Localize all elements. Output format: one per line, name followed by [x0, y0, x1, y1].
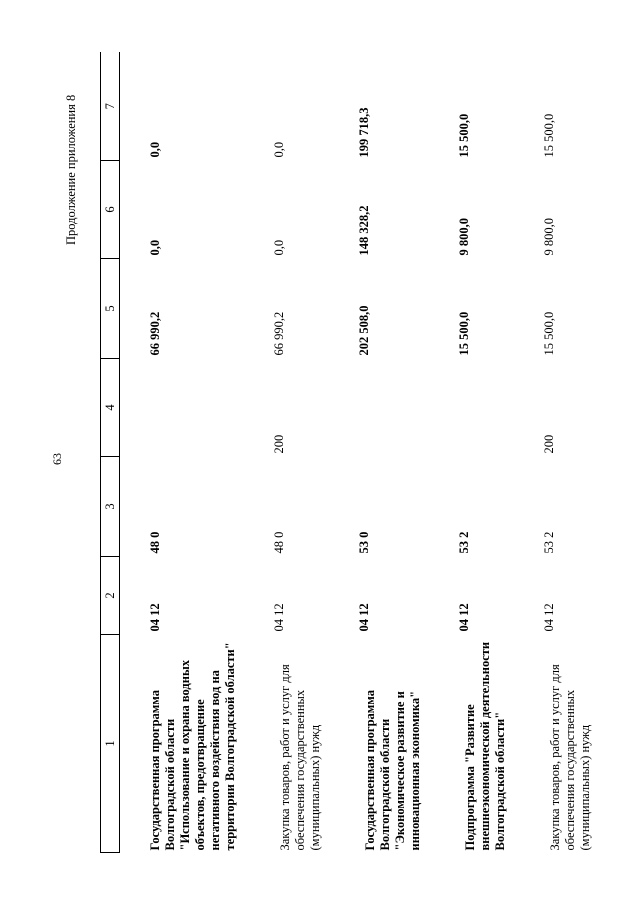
row-name: Государственная программа Волгоградской области "Экономическое развитие и инновационная экономика" — [363, 690, 422, 851]
row-section-code: 04 12 — [148, 603, 162, 632]
column-header: 6 — [101, 161, 120, 259]
row-value-7: 0,0 — [148, 141, 162, 158]
table-row — [433, 53, 518, 853]
row-expense-type: 200 — [542, 434, 556, 454]
row-expense-type — [120, 359, 249, 457]
row-value-7: 0,0 — [272, 141, 286, 158]
row-value-5: 202 508,0 — [357, 305, 371, 356]
row-value-7: 199 718,3 — [357, 107, 371, 158]
column-header: 1 — [101, 635, 120, 853]
column-header: 5 — [101, 259, 120, 359]
row-value-6: 9 800,0 — [457, 218, 471, 256]
row-section-code: 04 12 — [457, 603, 471, 632]
column-header: 7 — [101, 53, 120, 161]
row-program-code: 48 0 — [272, 531, 286, 554]
row-name: Государственная программа Волгоградской области "Использование и охрана водных объектов, предотвращение негативного воздействия вод на территории Волгоградской области" — [148, 642, 237, 851]
row-expense-type — [433, 359, 518, 457]
row-expense-type: 200 — [272, 434, 286, 454]
row-value-6: 9 800,0 — [542, 218, 556, 256]
table-row — [518, 53, 603, 853]
row-section-code: 04 12 — [357, 603, 371, 632]
row-name: Подпрограмма "Развитие внешнеэкономической деятельности Волгоградской области" — [463, 641, 507, 851]
row-value-5: 15 500,0 — [542, 311, 556, 356]
row-section-code: 04 12 — [542, 603, 556, 632]
budget-table — [100, 53, 603, 854]
table-row — [333, 53, 433, 853]
column-header: 2 — [101, 557, 120, 635]
row-program-code: 48 0 — [148, 531, 162, 554]
row-section-code: 04 12 — [272, 603, 286, 632]
row-program-code: 53 2 — [542, 531, 556, 554]
row-value-7: 15 500,0 — [457, 113, 471, 158]
row-name: Закупка товаров, работ и услуг для обеспечения государственных (муниципальных) нужд — [278, 664, 322, 851]
table-row — [120, 53, 249, 853]
row-value-5: 66 990,2 — [148, 311, 162, 356]
column-header: 3 — [101, 457, 120, 557]
page-number: 63 — [50, 453, 64, 465]
row-program-code: 53 2 — [457, 531, 471, 554]
continuation-title: Продолжение приложения 8 — [64, 94, 78, 245]
column-header: 4 — [101, 359, 120, 457]
table-row — [248, 53, 333, 853]
row-value-5: 66 990,2 — [272, 311, 286, 356]
row-program-code: 53 0 — [357, 531, 371, 554]
row-value-7: 15 500,0 — [542, 113, 556, 158]
row-value-5: 15 500,0 — [457, 311, 471, 356]
table-header-row — [101, 53, 120, 853]
row-value-6: 148 328,2 — [357, 205, 371, 256]
row-expense-type — [333, 359, 433, 457]
row-name: Закупка товаров, работ и услуг для обеспечения государственных (муниципальных) нужд — [548, 664, 592, 851]
row-value-6: 0,0 — [272, 239, 286, 256]
row-value-6: 0,0 — [148, 239, 162, 256]
